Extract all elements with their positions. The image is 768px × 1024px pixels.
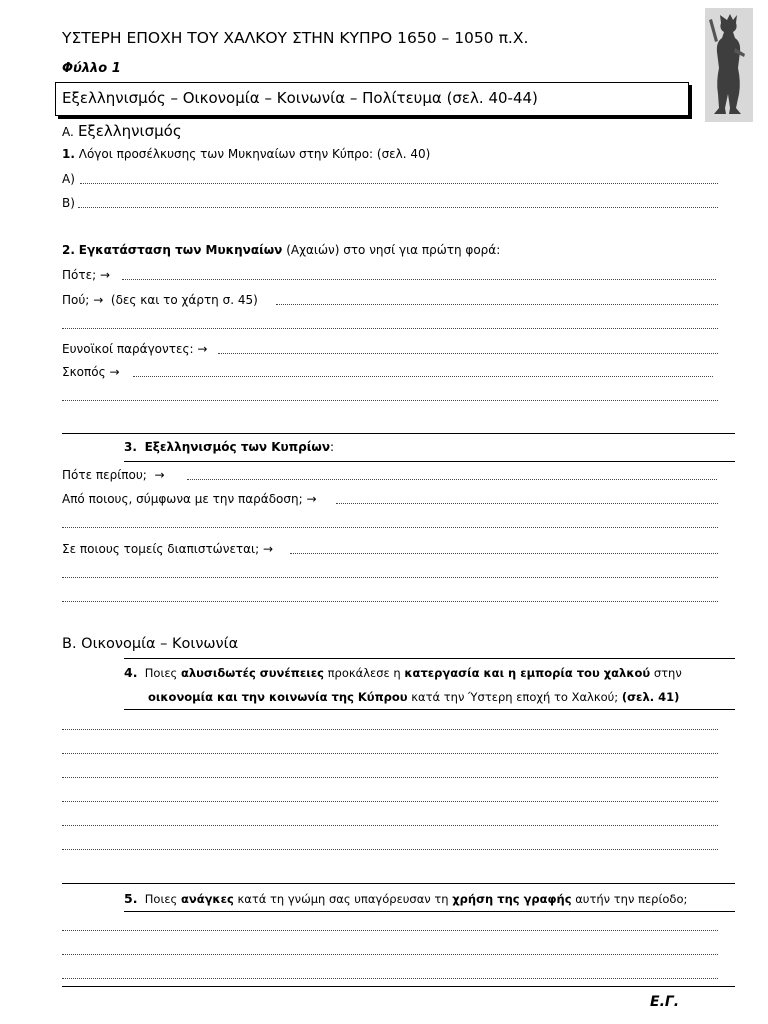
q2-when-label: Πότε;: [62, 268, 97, 282]
q2-purpose-label: Σκοπός: [62, 365, 106, 379]
divider: [124, 461, 735, 462]
arrow-icon: →: [93, 293, 104, 307]
q1-b-answer-line[interactable]: [78, 207, 718, 208]
divider: [62, 883, 735, 884]
q4-answer-line-4[interactable]: [62, 801, 718, 802]
q4-line-2: [148, 690, 679, 704]
q4-answer-line-6[interactable]: [62, 849, 718, 850]
q3-sectors-answer-line-3[interactable]: [62, 601, 718, 602]
divider: [62, 433, 735, 434]
q2-factors-row: [62, 342, 207, 356]
q5-p1: Ποιες: [144, 892, 178, 906]
q5-b2: χρήση της γραφής: [452, 892, 572, 906]
q5-answer-line-3[interactable]: [62, 978, 718, 979]
arrow-icon: →: [154, 468, 165, 482]
q3-when-row: [62, 468, 165, 482]
q2-when-answer-line[interactable]: [122, 279, 716, 280]
page-title: ΥΣΤΕΡΗ ΕΠΟΧΗ ΤΟΥ ΧΑΛΚΟΥ ΣΤΗΝ ΚΥΠΡΟ 1650 – 1050 π.Χ.: [62, 29, 529, 47]
q2-where-label: Πού;: [62, 293, 90, 307]
q4-p4: κατά την Ύστερη εποχή το Χαλκού;: [411, 690, 619, 704]
q4-answer-line-3[interactable]: [62, 777, 718, 778]
q2-where-row: [62, 293, 258, 307]
q2-number: 2.: [62, 243, 75, 257]
q2-purpose-row: [62, 365, 120, 379]
q4-line-1: [124, 665, 682, 680]
statuette-image: [705, 8, 753, 122]
q3-colon: :: [330, 440, 335, 454]
q3-sectors-answer-line[interactable]: [290, 553, 718, 554]
q2-bold: Εγκατάσταση των Μυκηναίων: [78, 243, 283, 257]
q4-b4: (σελ. 41): [621, 690, 680, 704]
q3-sectors-label: Σε ποιους τομείς διαπιστώνεται;: [62, 542, 260, 556]
q4-p2: προκάλεσε η: [327, 666, 401, 680]
q2-where-note: (δες και το χάρτη σ. 45): [110, 293, 258, 307]
q3-by-whom-answer-line[interactable]: [336, 503, 718, 504]
q5-p2: κατά τη γνώμη σας υπαγόρευσαν τη: [237, 892, 449, 906]
section-b-heading: Β. Οικονομία – Κοινωνία: [62, 636, 239, 652]
q3-sectors-answer-line-2[interactable]: [62, 577, 718, 578]
q5-number: 5.: [124, 891, 138, 906]
section-a-prefix: A.: [62, 125, 74, 139]
q2-rest: (Αχαιών) στο νησί για πρώτη φορά:: [286, 243, 501, 257]
q1-a-label: Α): [62, 172, 75, 186]
q3-by-whom-answer-line-2[interactable]: [62, 527, 718, 528]
q3-number: 3.: [124, 440, 137, 454]
q5-b1: ανάγκες: [180, 892, 234, 906]
q5-line: [124, 891, 687, 906]
q3-line: [124, 440, 334, 454]
sheet-label: Φύλλο 1: [62, 61, 121, 76]
section-a-heading: [62, 122, 182, 140]
q5-p3: αυτήν την περίοδο;: [575, 892, 688, 906]
q1-text: Λόγοι προσέλκυσης των Μυκηναίων στην Κύπρο: (σελ. 40): [78, 147, 431, 161]
q2-when-row: [62, 268, 110, 282]
q4-answer-line-2[interactable]: [62, 753, 718, 754]
arrow-icon: →: [306, 492, 317, 506]
q5-answer-line-2[interactable]: [62, 954, 718, 955]
q2-line: [62, 243, 500, 257]
q3-bold: Εξελληνισμός των Κυπρίων: [144, 440, 331, 454]
q4-number: 4.: [124, 665, 138, 680]
q4-answer-line-5[interactable]: [62, 825, 718, 826]
topic-box-text: Εξελληνισμός – Οικονομία – Κοινωνία – Πολίτευμα (σελ. 40-44): [62, 89, 538, 107]
q5-answer-line-1[interactable]: [62, 930, 718, 931]
q1-line: [62, 147, 430, 161]
q2-purpose-answer-line[interactable]: [133, 376, 713, 377]
q4-b3: οικονομία και την κοινωνία της Κύπρου: [148, 690, 408, 704]
arrow-icon: →: [263, 542, 274, 556]
q4-b2: κατεργασία και η εμπορία του χαλκού: [404, 666, 651, 680]
divider: [124, 709, 735, 710]
arrow-icon: →: [197, 342, 208, 356]
q2-purpose-answer-line-2[interactable]: [62, 400, 718, 401]
topic-box: [55, 82, 689, 116]
q3-when-answer-line[interactable]: [187, 479, 717, 480]
q3-sectors-row: [62, 542, 273, 556]
q4-b1: αλυσιδωτές συνέπειες: [180, 666, 324, 680]
divider: [124, 658, 735, 659]
q2-factors-answer-line[interactable]: [218, 353, 718, 354]
q1-a-answer-line[interactable]: [80, 183, 718, 184]
q3-by-whom-row: [62, 492, 317, 506]
q3-by-whom-label: Από ποιους, σύμφωνα με την παράδοση;: [62, 492, 303, 506]
q2-where-answer-line[interactable]: [276, 304, 718, 305]
q1-b-label: Β): [62, 196, 75, 210]
q3-when-label: Πότε περίπου;: [62, 468, 147, 482]
author-initials: Ε.Γ.: [650, 994, 680, 1010]
arrow-icon: →: [109, 365, 120, 379]
divider: [124, 911, 735, 912]
q2-where-answer-line-2[interactable]: [62, 328, 718, 329]
divider: [62, 986, 735, 987]
q1-number: 1.: [62, 147, 75, 161]
arrow-icon: →: [99, 268, 111, 282]
q4-answer-line-1[interactable]: [62, 729, 718, 730]
q4-p1: Ποιες: [144, 666, 178, 680]
q4-p3: στην: [653, 666, 682, 680]
section-a-title: Εξελληνισμός: [77, 122, 182, 140]
q2-factors-label: Ευνοϊκοί παράγοντες:: [62, 342, 194, 356]
